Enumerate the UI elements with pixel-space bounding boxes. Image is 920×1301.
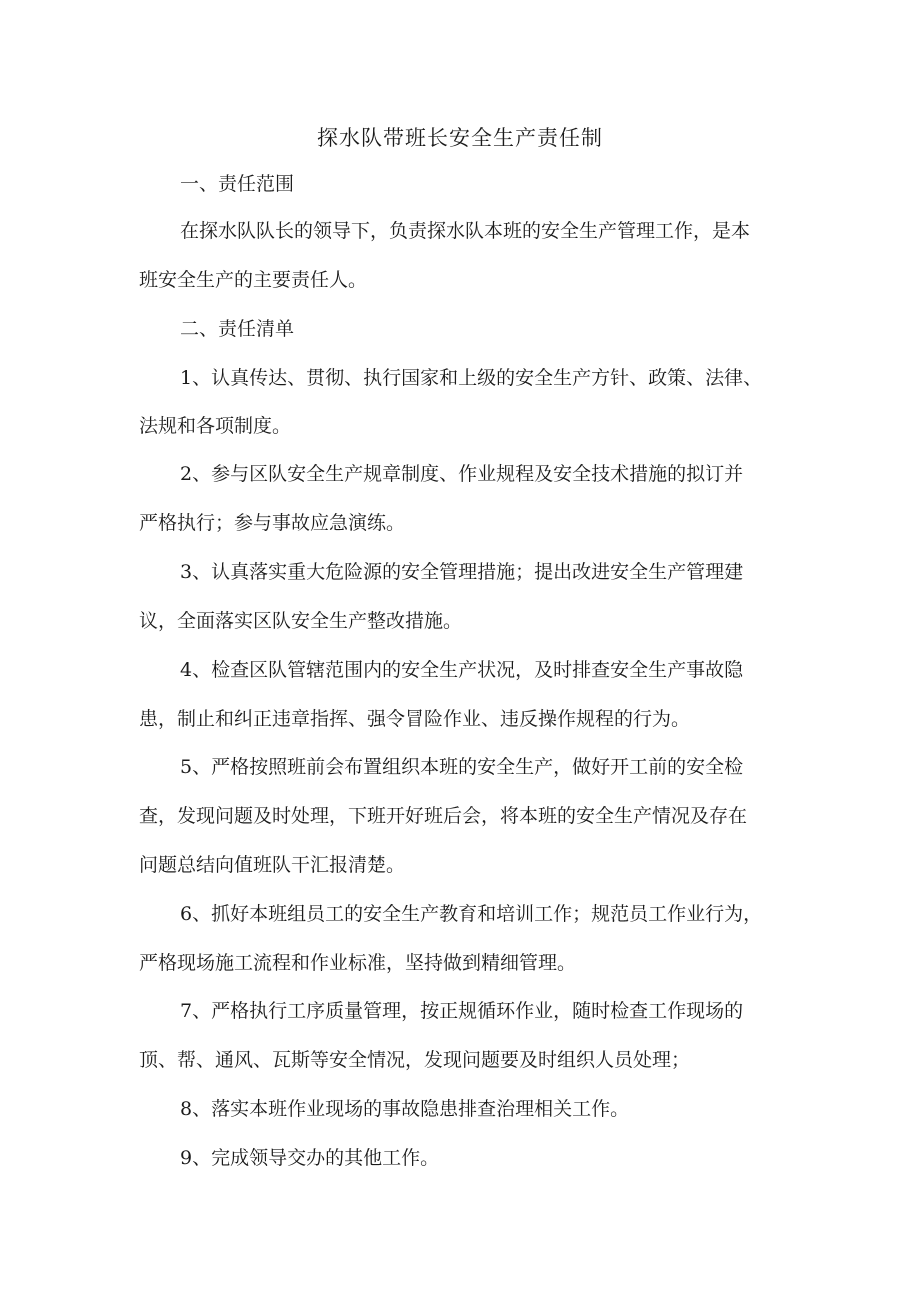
list-item-line: 问题总结向值班队干汇报清楚。 bbox=[139, 854, 406, 876]
list-item-line: 3、认真落实重大危险源的安全管理措施；提出改进安全生产管理建 bbox=[180, 561, 744, 583]
section-heading-scope: 一、责任范围 bbox=[180, 173, 295, 195]
paragraph-line: 班安全生产的主要责任人。 bbox=[139, 269, 368, 291]
document-title: 探水队带班长安全生产责任制 bbox=[317, 126, 603, 150]
list-item-line: 顶、帮、通风、瓦斯等安全情况，发现问题要及时组织人员处理； bbox=[139, 1049, 691, 1071]
list-item-line: 9、完成领导交办的其他工作。 bbox=[180, 1147, 440, 1169]
list-item-line: 患，制止和纠正违章指挥、强令冒险作业、违反操作规程的行为。 bbox=[139, 708, 691, 730]
paragraph-line: 在探水队队长的领导下，负责探水队本班的安全生产管理工作，是本 bbox=[180, 220, 751, 242]
list-item-line: 法规和各项制度。 bbox=[139, 415, 292, 437]
list-item-line: 查，发现问题及时处理，下班开好班后会，将本班的安全生产情况及存在 bbox=[139, 805, 748, 827]
list-item-line: 严格执行；参与事故应急演练。 bbox=[139, 512, 406, 534]
list-item-line: 议，全面落实区队安全生产整改措施。 bbox=[139, 610, 463, 632]
section-heading-list: 二、责任清单 bbox=[180, 318, 295, 340]
list-item-line: 8、落实本班作业现场的事故隐患排查治理相关工作。 bbox=[180, 1098, 630, 1120]
list-item-line: 1、认真传达、贯彻、执行国家和上级的安全生产方针、政策、法律、 bbox=[180, 367, 763, 389]
list-item-line: 7、严格执行工序质量管理，按正规循环作业，随时检查工作现场的 bbox=[180, 1000, 744, 1022]
list-item-line: 4、检查区队管辖范围内的安全生产状况，及时排查安全生产事故隐 bbox=[180, 659, 744, 681]
list-item-line: 严格现场施工流程和作业标准，坚持做到精细管理。 bbox=[139, 952, 577, 974]
list-item-line: 2、参与区队安全生产规章制度、作业规程及安全技术措施的拟订并 bbox=[180, 463, 744, 485]
list-item-line: 6、抓好本班组员工的安全生产教育和培训工作；规范员工作业行为， bbox=[180, 903, 763, 925]
list-item-line: 5、严格按照班前会布置组织本班的安全生产，做好开工前的安全检 bbox=[180, 756, 744, 778]
